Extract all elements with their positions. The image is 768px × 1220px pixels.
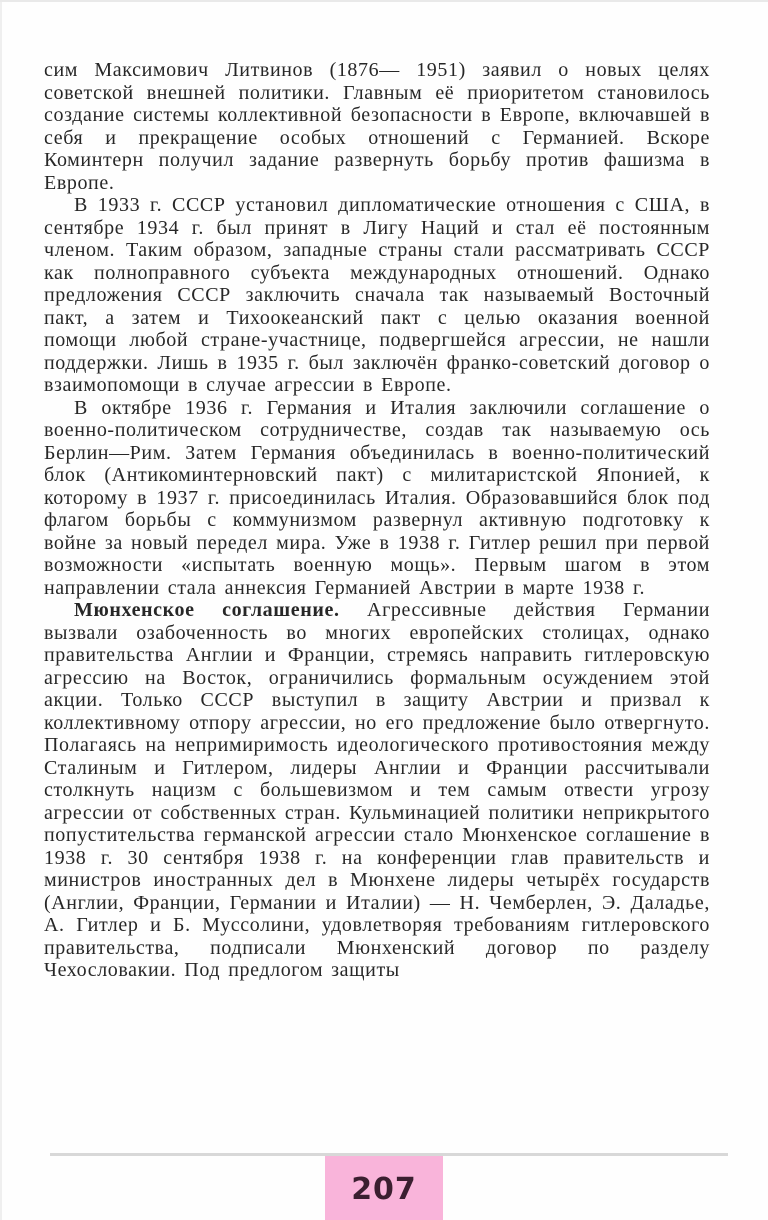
run-in-heading: Мюнхенское соглашение. bbox=[74, 599, 340, 621]
paragraph bbox=[44, 397, 710, 600]
paragraph-text: сим Максимович Литвинов (1876— 1951) заявил о новых целях советской внешней политики. Главным её приоритетом становилось создание системы коллективной безопасности в Европе, включавшей в себя и прекращение особых отношений с Германией. Вскоре Коминтерн получил задание развернуть борьбу против фашизма в Европе. bbox=[44, 59, 710, 194]
paragraph-text: В октябре 1936 г. Германия и Италия заключили соглашение о военно-политическом сотрудничестве, создав так называемую ось Берлин—Рим. Затем Германия объединилась в военно-политический блок (Антикоминтерновский пакт) с милитаристской Японией, к которому в 1937 г. присоединилась Италия. Образовавшийся блок под флагом борьбы с коммунизмом развернул активную подготовку к войне за новый передел мира. Уже в 1938 г. Гитлер решил при первой возможности «испытать военную мощь». Первым шагом в этом направлении стала аннексия Германией Австрии в марте 1938 г. bbox=[44, 396, 710, 599]
page-number-badge bbox=[325, 1156, 443, 1220]
paragraph bbox=[44, 194, 710, 397]
page-number: 207 bbox=[351, 1171, 417, 1207]
paragraph bbox=[44, 59, 710, 194]
paragraph-text: Агрессивные действия Германии вызвали озабоченность во многих европейских столицах, однако правительства Англии и Франции, стремясь направить гитлеровскую агрессию на Восток, ограничились формальным осуждением этой акции. Только СССР выступил в защиту Австрии и призвал к коллективному отпору агрессии, но его предложение было отвергнуто. Полагаясь на непримиримость идеологического противостояния между Сталиным и Гитлером, лидеры Англии и Франции рассчитывали столкнуть нацизм с большевизмом и тем самым отвести угрозу агрессии от собственных стран. Кульминацией политики неприкрытого попустительства германской агрессии стало Мюнхенское соглашение в 1938 г. 30 сентября 1938 г. на конференции глав правительств и министров иностранных дел в Мюнхене лидеры четырёх государств (Англии, Франции, Германии и Италии) — Н. Чемберлен, Э. Даладье, А. Гитлер и Б. Муссолини, удовлетворяя требованиям гитлеровского правительства, подписали Мюнхенский договор по разделу Чехословакии. Под предлогом защиты bbox=[44, 599, 710, 981]
page-text-column bbox=[44, 59, 710, 982]
paragraph-text: В 1933 г. СССР установил дипломатические отношения с США, в сентябре 1934 г. был принят в Лигу Наций и стал её постоянным членом. Таким образом, западные страны стали рассматривать СССР как полноправного субъекта международных отношений. Однако предложения СССР заключить сначала так называемый Восточный пакт, а затем и Тихоокеанский пакт с целью оказания военной помощи любой стране-участнице, подвергшейся агрессии, не нашли поддержки. Лишь в 1935 г. был заключён франко-советский договор о взаимопомощи в случае агрессии в Европе. bbox=[44, 194, 710, 396]
paragraph bbox=[44, 599, 710, 982]
